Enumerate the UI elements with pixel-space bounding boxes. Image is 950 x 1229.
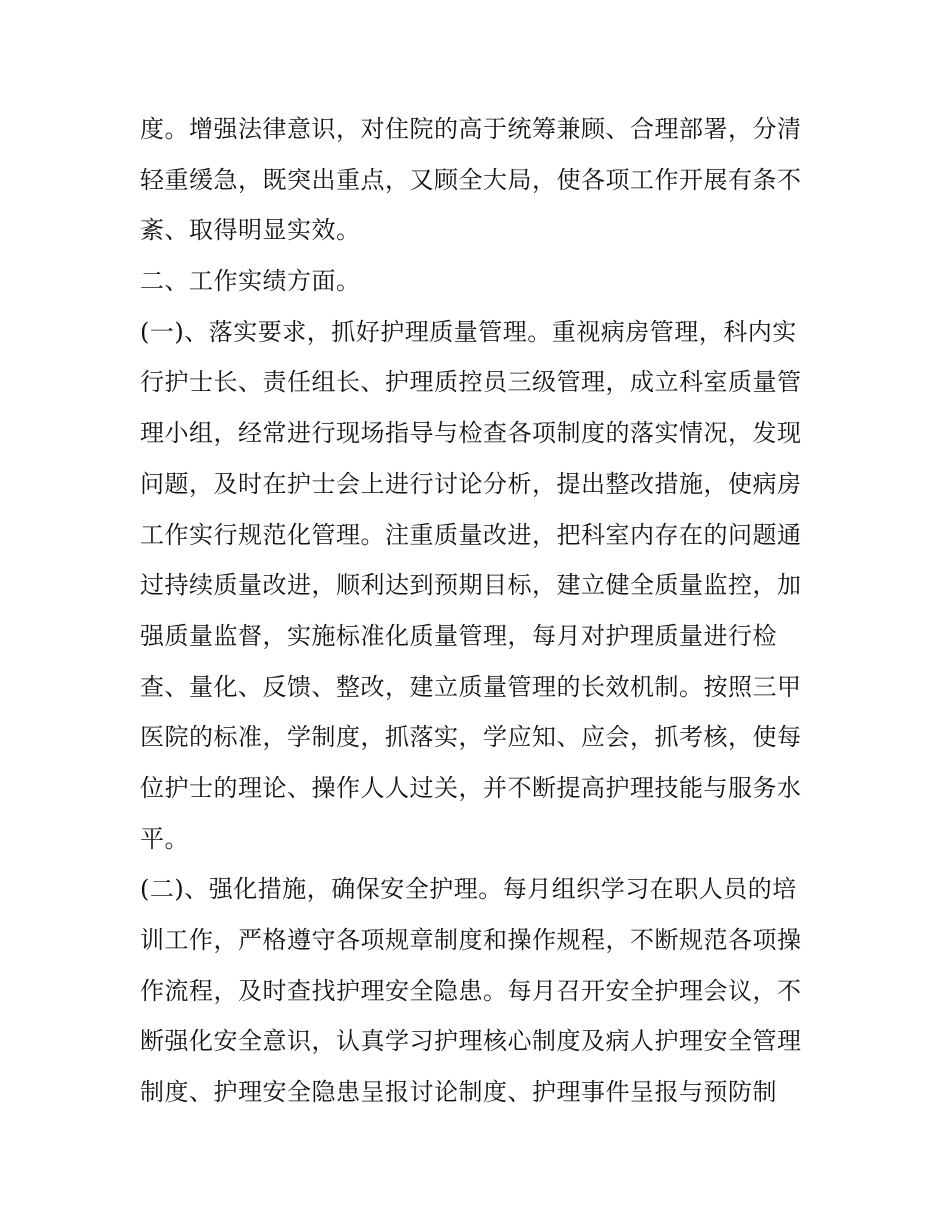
text-line: 度。增强法律意识，对住院的高于统筹兼顾、合理部署，分清: [140, 115, 802, 143]
section-heading: 二、工作实绩方面。: [140, 267, 361, 296]
text-line: 制度、护理安全隐患呈报讨论制度、护理事件呈报与预防制: [140, 1078, 777, 1107]
text-line: 作流程，及时查找护理安全隐患。每月召开安全护理会议，不: [140, 976, 802, 1005]
text-line: 训工作，严格遵守各项规章制度和操作规程，不断规范各项操: [140, 926, 802, 954]
text-line: 工作实行规范化管理。注重质量改进，把科室内存在的问题通: [140, 520, 802, 549]
text-line: 问题，及时在护士会上进行讨论分析，提出整改措施，使病房: [140, 469, 802, 498]
text-line: 位护士的理论、操作人人过关，并不断提高护理技能与服务水: [140, 773, 802, 802]
text-line: 理小组，经常进行现场指导与检查各项制度的落实情况，发现: [140, 419, 802, 448]
text-line: 强质量监督，实施标准化质量管理，每月对护理质量进行检: [140, 621, 777, 650]
text-line: 查、量化、反馈、整改，建立质量管理的长效机制。按照三甲: [140, 672, 802, 701]
text-line: 医院的标准，学制度，抓落实，学应知、应会，抓考核，使每: [140, 723, 802, 752]
text-line: 行护士长、责任组长、护理质控员三级管理，成立科室质量管: [140, 368, 802, 397]
text-line: 轻重缓急，既突出重点，又顾全大局，使各项工作开展有条不: [140, 165, 802, 194]
text-line: 紊、取得明显实效。: [140, 216, 361, 245]
text-line: 过持续质量改进，顺利达到预期目标，建立健全质量监控，加: [140, 571, 802, 600]
text-line: 断强化安全意识，认真学习护理核心制度及病人护理安全管理: [140, 1027, 802, 1056]
text-line: (一)、落实要求，抓好护理质量管理。重视病房管理，科内实: [140, 317, 797, 346]
text-line: (二)、强化措施，确保安全护理。每月组织学习在职人员的培: [140, 875, 797, 904]
text-line: 平。: [140, 824, 189, 853]
document-body: [140, 104, 820, 1118]
